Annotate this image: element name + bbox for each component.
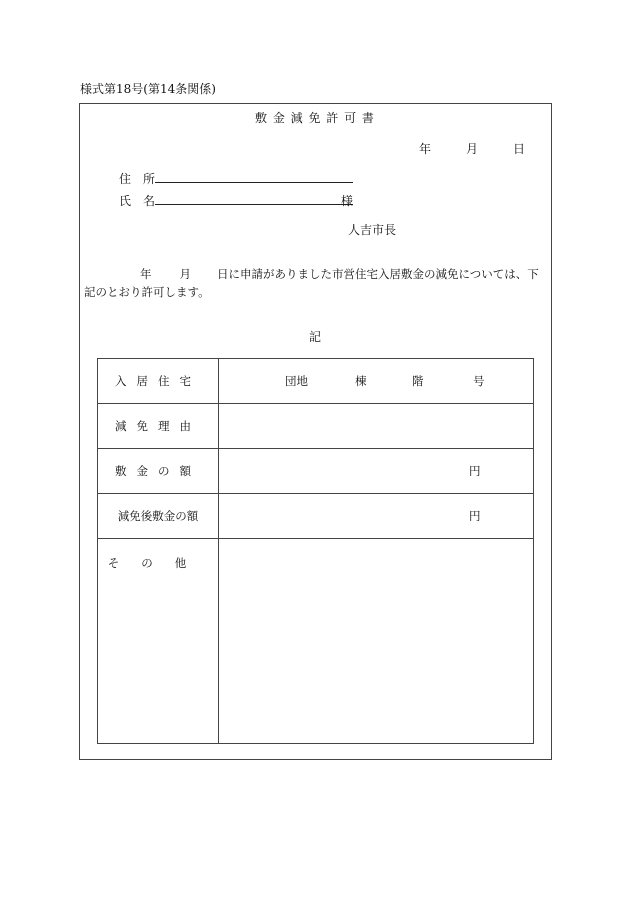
yen-unit: 円 xyxy=(469,509,481,523)
row-value-residence xyxy=(219,359,534,404)
date-month-label: 月 xyxy=(466,142,479,156)
row-value-deposit xyxy=(219,449,534,494)
row-label-reason: 減免理由 xyxy=(98,404,219,449)
date-day-label: 日 xyxy=(513,142,526,156)
address-underline xyxy=(155,182,353,183)
row-value-reduced-deposit xyxy=(219,494,534,539)
row-label-deposit: 敷金の額 xyxy=(98,449,219,494)
table-row xyxy=(98,404,534,449)
row-label-residence: 入居住宅 xyxy=(98,359,219,404)
document-title: 敷 金 減 免 許 可 書 xyxy=(255,111,375,125)
body-paragraph xyxy=(84,265,548,301)
name-underline xyxy=(155,204,353,205)
table-row xyxy=(98,359,534,404)
ki-heading: 記 xyxy=(308,330,321,344)
table-row xyxy=(98,494,534,539)
danchi-label: 団地 xyxy=(285,374,308,388)
row-label-other: その他 xyxy=(98,539,219,744)
row-label-reduced-deposit: 減免後敷金の額 xyxy=(98,494,219,539)
details-table xyxy=(97,358,534,744)
issuer-mayor: 人吉市長 xyxy=(348,223,397,237)
body-month: 月 xyxy=(179,267,191,281)
gou-label: 号 xyxy=(473,374,485,388)
form-number-label: 様式第18号(第14条関係) xyxy=(80,82,216,96)
body-text: 日に申請がありました市営住宅入居敷金の減免については、下記のとおり許可します。 xyxy=(84,267,539,299)
address-label: 住 所 xyxy=(119,172,156,186)
table-row xyxy=(98,539,534,744)
name-suffix: 様 xyxy=(341,194,354,208)
yen-unit: 円 xyxy=(469,464,481,478)
row-value-reason xyxy=(219,404,534,449)
row-value-other xyxy=(219,539,534,744)
kai-label: 階 xyxy=(412,374,424,388)
name-label: 氏 名 xyxy=(119,194,156,208)
body-year: 年 xyxy=(140,267,152,281)
tou-label: 棟 xyxy=(355,374,367,388)
table-row xyxy=(98,449,534,494)
date-year-label: 年 xyxy=(419,142,432,156)
